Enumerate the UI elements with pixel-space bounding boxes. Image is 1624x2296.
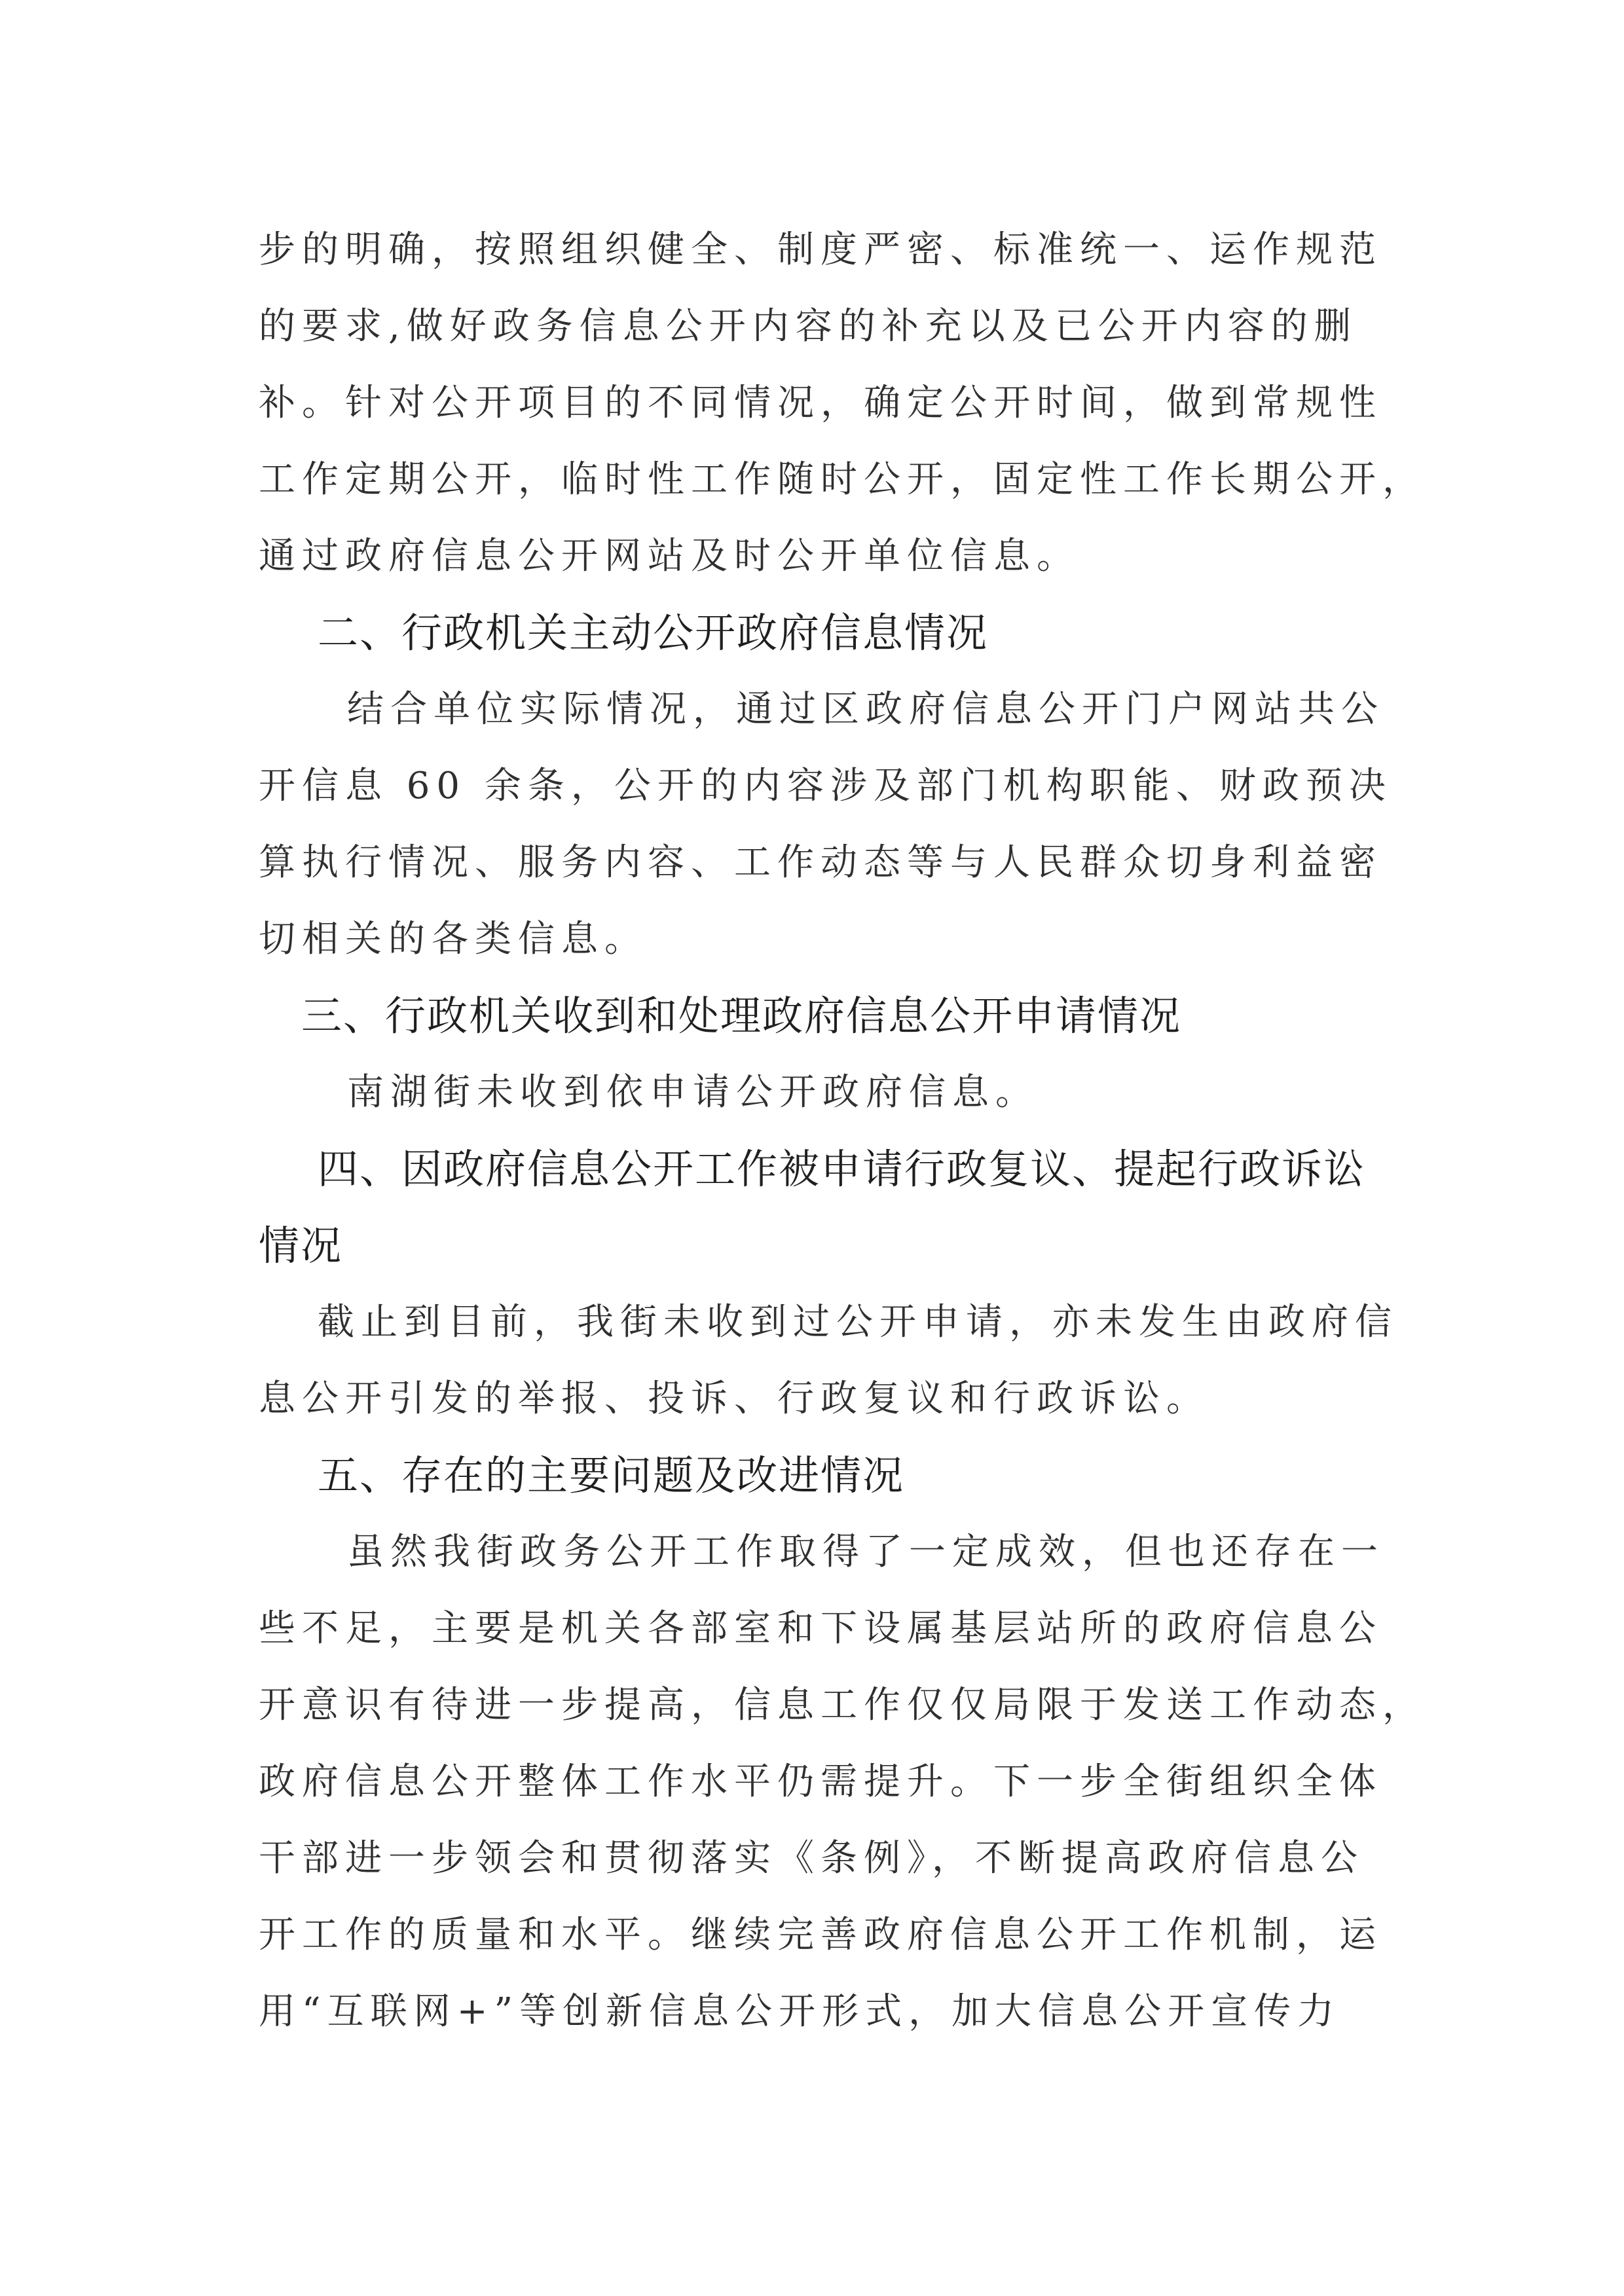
text-line: 南湖街未收到依申请公开政府信息。: [347, 1071, 1039, 1114]
text-line: 开信息 60 余条，公开的内容涉及部门机构职能、财政预决: [259, 765, 1392, 807]
text-line: 通过政府信息公开网站及时公开单位信息。: [259, 535, 1080, 577]
text-line: 些不足，主要是机关各部室和下设属基层站所的政府信息公: [259, 1607, 1382, 1650]
text-line: 的要求,做好政务信息公开内容的补充以及已公开内容的删: [259, 305, 1357, 348]
section-heading-2: 二、行政机关主动公开政府信息情况: [318, 609, 989, 657]
text-line: 政府信息公开整体工作水平仍需提升。下一步全街组织全体: [259, 1760, 1382, 1803]
text-line: 息公开引发的举报、投诉、行政复议和行政诉讼。: [259, 1377, 1209, 1420]
text-line: 虽然我街政务公开工作取得了一定成效，但也还存在一: [347, 1531, 1384, 1573]
text-line: 补。针对公开项目的不同情况，确定公开时间，做到常规性: [259, 382, 1382, 424]
section-heading-3: 三、行政机关收到和处理政府信息公开申请情况: [301, 992, 1182, 1040]
text-line: 干部进一步领会和贯彻落实《条例》，不断提高政府信息公: [259, 1837, 1364, 1880]
text-line: 工作定期公开，临时性工作随时公开，固定性工作长期公开，: [259, 458, 1426, 501]
section-heading-4-continued: 情况: [259, 1222, 343, 1269]
section-heading-4: 四、因政府信息公开工作被申请行政复议、提起行政诉讼: [318, 1145, 1366, 1193]
text-line: 切相关的各类信息。: [259, 918, 648, 960]
text-line: 步的明确，按照组织健全、制度严密、标准统一、运作规范: [259, 228, 1382, 271]
text-line: 开意识有待进一步提高，信息工作仅仅局限于发送工作动态，: [259, 1684, 1426, 1726]
section-heading-5: 五、存在的主要问题及改进情况: [318, 1451, 905, 1499]
text-line: 开工作的质量和水平。继续完善政府信息公开工作机制，运: [259, 1914, 1382, 1956]
text-line: 算执行情况、服务内容、工作动态等与人民群众切身利益密: [259, 841, 1382, 884]
text-line: 用“互联网+”等创新信息公开形式，加大信息公开宣传力: [259, 1990, 1341, 2033]
text-line: 结合单位实际情况，通过区政府信息公开门户网站共公: [347, 688, 1384, 731]
text-line: 截止到目前，我街未收到过公开申请，亦未发生由政府信: [318, 1301, 1398, 1343]
